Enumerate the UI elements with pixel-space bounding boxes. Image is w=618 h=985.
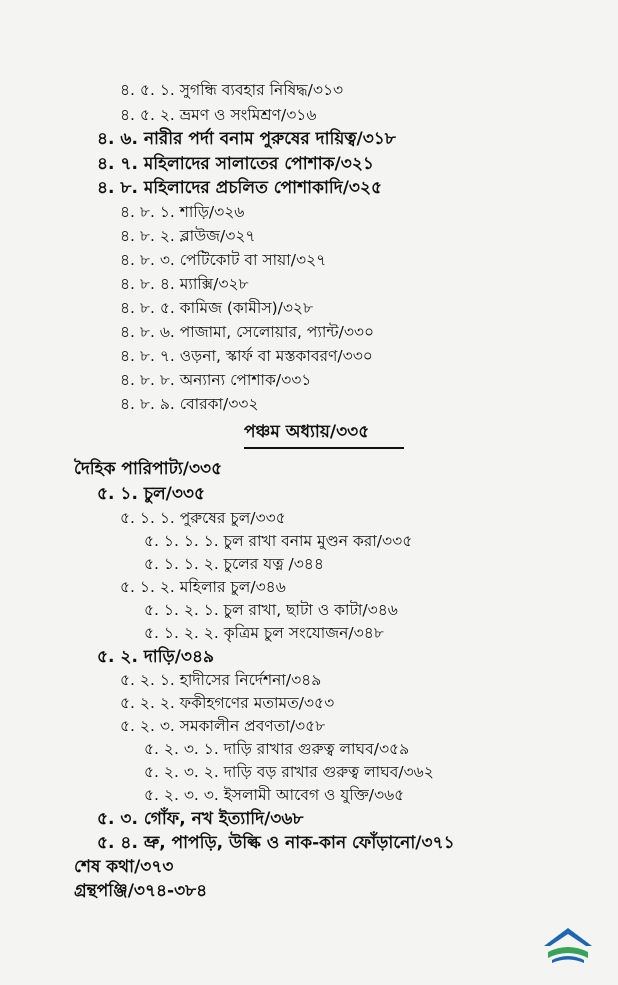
toc-entry: ৪. ৮. ২. ব্লাউজ/৩২৭ bbox=[120, 227, 256, 245]
toc-entry: ৫. ১. ২. ২. কৃত্রিম চুল সংযোজন/৩৪৮ bbox=[144, 624, 384, 642]
toc-entry: ৪. ৬. নারীর পর্দা বনাম পুরুষের দায়িত্ব/৩১৮ bbox=[97, 129, 396, 149]
toc-entry: ৫. ২. ২. ফকীহগণের মতামত/৩৫৩ bbox=[120, 694, 335, 712]
toc-entry: ৫. ১. ১. ২. চুলের যত্ন /৩৪৪ bbox=[144, 555, 324, 573]
toc-entry: ৫. ২. ১. হাদীসের নির্দেশনা/৩৪৯ bbox=[120, 671, 322, 689]
toc-entry: ৪. ৫. ২. ভ্রমণ ও সংমিশ্রণ/৩১৬ bbox=[120, 106, 317, 124]
toc-entry: ৫. ১. ২. ১. চুল রাখা, ছাটা ও কাটা/৩৪৬ bbox=[144, 601, 398, 619]
heading-underline bbox=[244, 447, 404, 449]
toc-entry: ৫. ২. ৩. ৩. ইসলামী আবেগ ও যুক্তি/৩৬৫ bbox=[144, 786, 405, 804]
toc-entry: ৪. ৮. ৪. ম্যাক্সি/৩২৮ bbox=[120, 275, 249, 293]
toc-entry: ৫. ২. দাড়ি/৩৪৯ bbox=[97, 647, 215, 667]
toc-entry: ৫. ৩. গোঁফ, নখ ইত্যাদি/৩৬৮ bbox=[97, 809, 304, 829]
toc-entry: ৪. ৮. ৯. বোরকা/৩৩২ bbox=[120, 395, 259, 413]
toc-entry: ৫. ২. ৩. ১. দাড়ি রাখার গুরুত্ব লাঘব/৩৫৯ bbox=[144, 740, 410, 758]
toc-entry: শেষ কথা/৩৭৩ bbox=[74, 857, 174, 877]
toc-entry: ৫. ২. ৩. সমকালীন প্রবণতা/৩৫৮ bbox=[120, 717, 326, 735]
toc-entry: ৫. ১. ১. পুরুষের চুল/৩৩৫ bbox=[120, 509, 286, 527]
toc-entry: ৫. ১. ২. মহিলার চুল/৩৪৬ bbox=[120, 578, 286, 596]
toc-entry: ৪. ৮. ৫. কামিজ (কামীস)/৩২৮ bbox=[120, 299, 314, 317]
toc-entry: ৪. ৮. ৭. ওড়না, স্কার্ফ বা মস্তকাবরণ/৩৩০ bbox=[120, 347, 373, 365]
toc-entry: ৫. ১. চুল/৩৩৫ bbox=[97, 484, 206, 504]
toc-entry: ৫. ১. ১. ১. চুল রাখা বনাম মুণ্ডন করা/৩৩৫ bbox=[144, 532, 413, 550]
toc-entry: ৪. ৮. মহিলাদের প্রচলিত পোশাকাদি/৩২৫ bbox=[97, 178, 383, 198]
toc-entry: গ্রন্থপঞ্জি/৩৭৪-৩৮৪ bbox=[74, 881, 208, 901]
toc-entry: ৫. ২. ৩. ২. দাড়ি বড় রাখার গুরুত্ব লাঘব/৩৬২ bbox=[144, 763, 434, 781]
toc-entry: ৪. ৭. মহিলাদের সালাতের পোশাক/৩২১ bbox=[97, 154, 374, 174]
toc-entry: ৪. ৮. ৩. পেটিকোট বা সায়া/৩২৭ bbox=[120, 251, 327, 269]
toc-entry: ৪. ৮. ৮. অন্যান্য পোশাক/৩৩১ bbox=[120, 371, 312, 389]
publisher-logo-icon bbox=[538, 922, 598, 966]
toc-entry: ৫. ৪. ভ্রু, পাপড়ি, উল্কি ও নাক-কান ফোঁড়ানো/৩৭১ bbox=[97, 833, 455, 853]
toc-entry: দৈহিক পারিপাট্য/৩৩৫ bbox=[74, 459, 223, 479]
chapter-heading: পঞ্চম অধ্যায়/৩৩৫ bbox=[244, 422, 370, 442]
toc-entry: ৪. ৮. ১. শাড়ি/৩২৬ bbox=[120, 203, 245, 221]
toc-entry: ৪. ৫. ১. সুগন্ধি ব্যবহার নিষিদ্ধ/৩১৩ bbox=[120, 81, 344, 99]
toc-entry: ৪. ৮. ৬. পাজামা, সেলোয়ার, প্যান্ট/৩৩০ bbox=[120, 323, 375, 341]
